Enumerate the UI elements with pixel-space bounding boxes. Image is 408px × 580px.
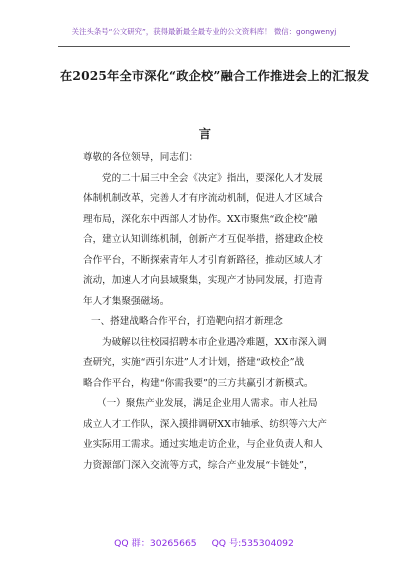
subsection-line: （一）聚焦产业发展，满足企业用人需求。市人社局	[97, 398, 318, 409]
document-title-continued: 言	[198, 127, 212, 141]
paragraph-line: 年人才集聚强磁场。	[83, 295, 170, 307]
document-body	[83, 148, 331, 476]
document-title: 在2025年全市深化“政企校”融合工作推进会上的汇报发	[60, 69, 370, 83]
header-banner: 关注头条号“公文研究”，获得最新最全最专业的公文资料库！ 微信：gongwenyj	[71, 27, 337, 36]
paragraph-line: 合作平台，不断探索青年人才引育新路径，推动区域人才	[83, 254, 323, 266]
paragraph-line: 体制机制改革，完善人才有序流动机制，促进人才区域合	[83, 193, 323, 204]
paragraph-line: 成立人才工作队，深入摸排调研XX市轴承、纺织等六大产	[83, 418, 327, 430]
paragraph-line: 为破解以往校园招聘本市企业遇冷难题，XX市深入调	[102, 336, 327, 348]
section-heading: 一、搭建战略合作平台，打造靶向招才新理念	[91, 316, 283, 327]
paragraph-line: 业实际用工需求。通过实地走访企业，与企业负责人和人	[83, 439, 323, 450]
footer-qq-number: QQ 号:535304092	[211, 538, 294, 549]
paragraph-line: 略合作平台，构建“你需我要”的三方共赢引才新模式。	[83, 377, 314, 389]
paragraph-line: 理布局，深化东中西部人才协作。XX市聚焦“政企校”融	[83, 213, 318, 225]
paragraph-line: 力资源部门深入交流等方式，综合产业发展“卡链处”，	[83, 459, 314, 471]
paragraph-line: 查研究，实施“西引东进”人才计划，搭建“政校企”战	[83, 357, 305, 368]
paragraph-line: 合，建立认知训练机制，创新产才互促举措，搭建政企校	[83, 234, 323, 245]
paragraph-line: 党的二十届三中全会《决定》指出，要深化人才发展	[102, 172, 323, 184]
paragraph-line: 流动，加速人才向县域聚集，实现产才协同发展，打造青	[83, 275, 323, 286]
salutation: 尊敬的各位领导，同志们：	[83, 152, 199, 163]
header-divider	[58, 46, 350, 47]
footer-contact	[0, 535, 408, 549]
footer-qq-group: QQ 群：30265665	[114, 538, 197, 549]
